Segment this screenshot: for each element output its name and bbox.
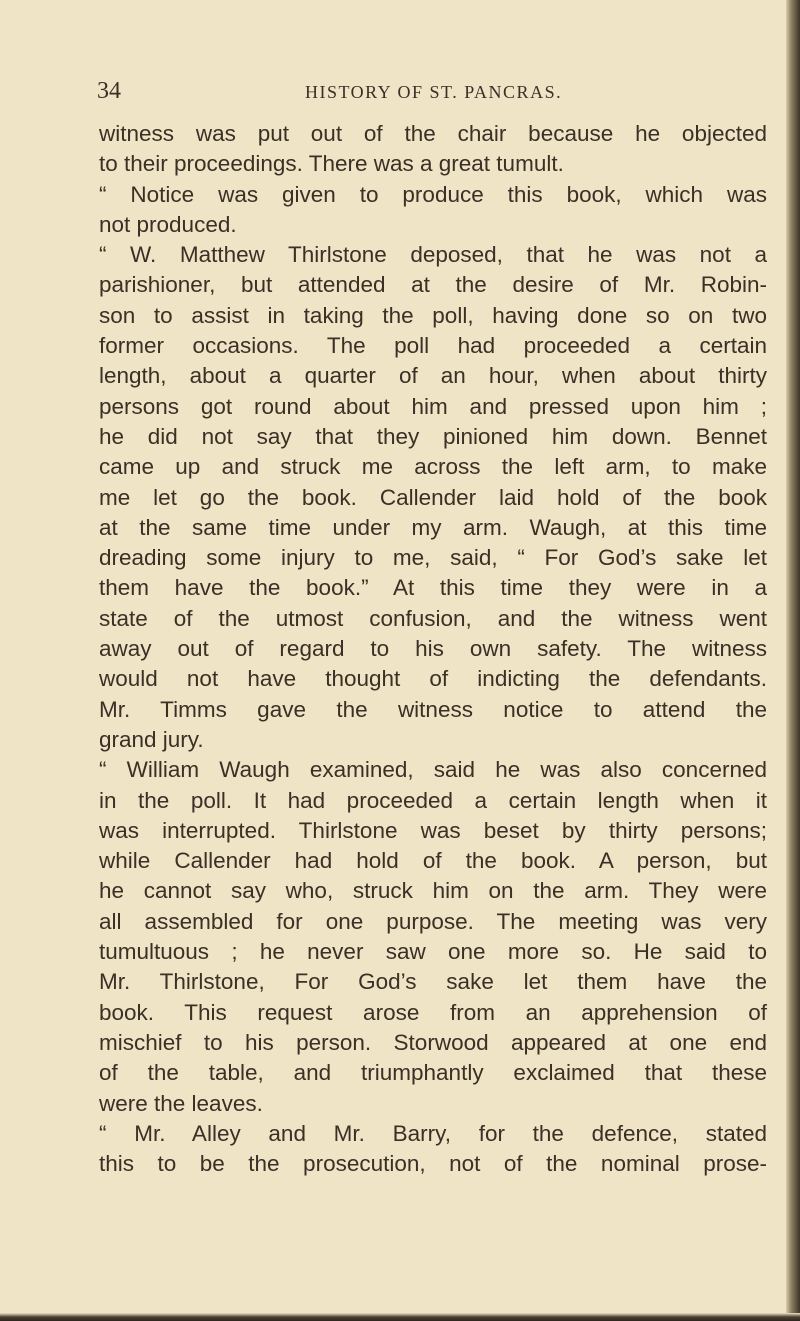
text-line: would not have thought of indicting the defendants.	[99, 666, 767, 692]
text-line: while Callender had hold of the book. A person, but	[99, 848, 767, 874]
text-line: grand jury.	[99, 726, 204, 752]
text-line: Mr. Thirlstone, For God’s sake let them have the	[99, 969, 767, 995]
text-line: “ Mr. Alley and Mr. Barry, for the defence, stated	[99, 1120, 767, 1146]
text-line: me let go the book. Callender laid hold of the book	[99, 484, 767, 510]
text-line: he cannot say who, struck him on the arm. They were	[99, 878, 767, 904]
text-line: witness was put out of the chair because he objected	[99, 121, 767, 146]
text-line: at the same time under my arm. Waugh, at this time	[99, 514, 767, 540]
text-line: persons got round about him and pressed upon him ;	[99, 393, 767, 419]
text-line: “ Notice was given to produce this book, which was	[99, 181, 767, 207]
text-line: Mr. Timms gave the witness notice to attend the	[99, 696, 767, 722]
text-line: this to be the prosecution, not of the nominal prose-	[99, 1151, 767, 1177]
text-line: were the leaves.	[99, 1090, 263, 1116]
book-binding-edge	[786, 0, 800, 1321]
text-line: “ William Waugh examined, said he was also concerned	[99, 757, 767, 783]
text-line: mischief to his person. Storwood appeared at one end	[99, 1029, 767, 1055]
text-line: not produced.	[99, 211, 237, 237]
text-line: state of the utmost confusion, and the witness went	[99, 605, 767, 631]
text-line: in the poll. It had proceeded a certain length when it	[99, 787, 767, 813]
text-line: length, about a quarter of an hour, when about thirty	[99, 363, 767, 389]
running-header	[97, 78, 777, 108]
text-line: former occasions. The poll had proceeded a certain	[99, 333, 767, 359]
text-line: tumultuous ; he never saw one more so. He said to	[99, 939, 767, 965]
text-line: to their proceedings. There was a great tumult.	[99, 151, 564, 177]
text-line: all assembled for one purpose. The meeting was very	[99, 908, 767, 934]
body-text	[99, 119, 767, 1179]
text-line: book. This request arose from an apprehension of	[99, 999, 767, 1025]
text-line: “ W. Matthew Thirlstone deposed, that he was not a	[99, 242, 767, 268]
text-line: was interrupted. Thirlstone was beset by thirty persons;	[99, 817, 767, 843]
page-bottom-edge	[0, 1313, 800, 1321]
text-line: parishioner, but attended at the desire of Mr. Robin-	[99, 272, 767, 298]
running-title: HISTORY OF ST. PANCRAS.	[305, 82, 563, 102]
text-line: he did not say that they pinioned him down. Bennet	[99, 423, 767, 449]
text-line: of the table, and triumphantly exclaimed that these	[99, 1060, 767, 1086]
text-line: son to assist in taking the poll, having done so on two	[99, 302, 767, 328]
text-line: them have the book.” At this time they were in a	[99, 575, 767, 601]
text-line: dreading some injury to me, said, “ For God’s sake let	[99, 545, 767, 571]
text-line: away out of regard to his own safety. The witness	[99, 636, 767, 662]
page-number: 34	[97, 78, 121, 104]
text-line: came up and struck me across the left arm, to make	[99, 454, 767, 480]
